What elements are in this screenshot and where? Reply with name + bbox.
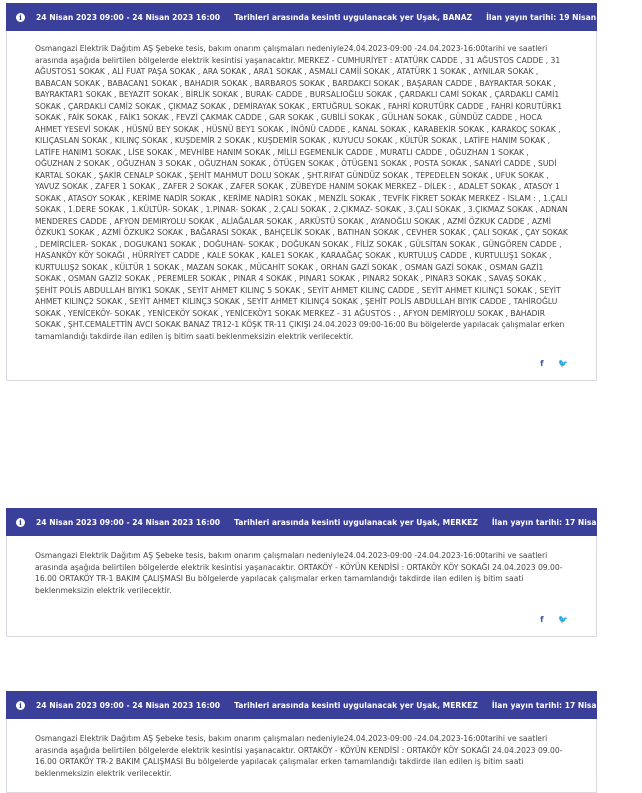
notice-body <box>6 31 597 381</box>
notice-text: Osmangazi Elektrik Dağıtım AŞ Şebeke tesis, bakım onarım çalışmaları nedeniyle24.04.2023-09:00 -24.04.2023-16:00tarihi ve saatleri arasında aşağıda belirtilen bölgelerde elektrik kesintisi yaşanacaktır. ORTAKÖY - KÖYÜN KENDİSİ : ORTAKÖY KÖY SOKAĞI 24.04.2023 09.00-16.00 ORTAKÖY TR-1 BAKIM ÇALIŞMASI Bu bölgelerde yapılacak çalışmalar erken tamamlandığı takdirde ilan edilen iş bitim saati beklenmeksizin elektrik verilecektir. <box>35 551 563 595</box>
facebook-share-icon[interactable]: f <box>540 615 544 624</box>
twitter-share-icon[interactable]: 🐦 <box>558 615 568 624</box>
share-links <box>35 358 568 370</box>
notice-header[interactable] <box>6 508 626 536</box>
info-icon: i <box>16 13 25 22</box>
share-links <box>35 614 568 626</box>
notice-dates: 24 Nisan 2023 09:00 - 24 Nisan 2023 16:00 <box>36 517 221 527</box>
notice-card <box>6 3 620 381</box>
notice-dates: 24 Nisan 2023 09:00 - 24 Nisan 2023 16:00 <box>36 12 221 22</box>
notice-location: Tarihleri arasında kesinti uygulanacak yer Uşak, MERKEZ <box>234 517 478 527</box>
notice-dates: 24 Nisan 2023 09:00 - 24 Nisan 2023 16:00 <box>36 700 221 710</box>
chevron-down-icon[interactable] <box>632 701 642 709</box>
notice-body <box>6 536 597 637</box>
info-icon: i <box>16 701 25 710</box>
notice-header[interactable] <box>6 691 626 719</box>
twitter-share-icon[interactable]: 🐦 <box>558 359 568 368</box>
notice-text: Osmangazi Elektrik Dağıtım AŞ Şebeke tesis, bakım onarım çalışmaları nedeniyle24.04.2023-09:00 -24.04.2023-16:00tarihi ve saatleri arasında aşağıda belirtilen bölgelerde elektrik kesintisi yaşanacaktır. MERKEZ - CUMHURİYET : ATATÜRK CADDE , 31 AĞUSTOS CADDE , 31 AĞUSTOS1 SOKAK , ALİ FUAT PAŞA SOKAK , ARA SOKAK , ARA1 SOKAK , ASMALI CAMİİ SOKAK , ATATÜRK 1 SOKAK , AYNILAR SOKAK , BABACAN SOKAK , BABACAN1 SOKAK , BAHADIR SOKAK , BARBAROS SOKAK , BARDAKCI SOKAK , BAŞARAN CADDE , BAYRAKTAR SOKAK , BAYRAKTAR1 SOKAK , BEYAZIT SOKAK , BİRLİK SOKAK , BURAK- CADDE , BURSALIOĞLU SOKAK , ÇARDAKLI CAMİ SOKAK , ÇARDAKLI CAMİ1 SOKAK , ÇARDAKLI CAMİ2 SOKAK , ÇIKMAZ SOKAK , DEMİRAYAK SOKAK , ERTUĞRUL SOKAK , FAHRİ KORUTÜRK CADDE , FAHRİ KORUTÜRK1 SOKAK , FAİK SOKAK , FAİK1 SOKAK , FEVZİ ÇAKMAK CADDE , GAR SOKAK , GUBİLİ SOKAK , GÜLHAN SOKAK , GÜNDÜZ CADDE , HOCA AHMET YESEVİ SOKAK , HÜSNÜ BEY SOKAK , HÜSNÜ BEY1 SOKAK , İNÖNÜ CADDE , KANAL SOKAK , KARABEKİR SOKAK , KARAKOÇ SOKAK , KILIÇASLAN SOKAK , KILINÇ SOKAK , KUŞDEMİR 2 SOKAK , KUŞDEMİR SOKAK , KUYUCU SOKAK , KÜLTÜR SOKAK , LATİFE HANIM SOKAK , LATİFE HANIM1 SOKAK , LİSE SOKAK , MEVHİBE HANIM SOKAK , MİLLİ EGEMENLİK CADDE , MURATLI CADDE , OĞUZHAN 1 SOKAK , OĞUZHAN 2 SOKAK , OĞUZHAN 3 SOKAK , OĞUZHAN SOKAK , ÖTÜGEN SOKAK , ÖTÜGEN1 SOKAK , POSTA SOKAK , SANAYİ CADDE , SUDİ KARTAL SOKAK , ŞAKİR CENALP SOKAK , ŞEHİT MAHMUT DOLU SOKAK , ŞHT.RIFAT GÜNDÜZ SOKAK , TEPEDELEN SOKAK , UFUK SOKAK , YAVUZ SOKAK , ZAFER 1 SOKAK , ZAFER 2 SOKAK , ZAFER SOKAK , ZÜBEYDE HANIM SOKAK MERKEZ - DİLEK : , ADALET SOKAK , ATASOY 1 SOKAK , ATASOY SOKAK , KERİME NADİR SOKAK , KERİME NADİR1 SOKAK , MENZİL SOKAK , TEVFİK FİKRET SOKAK MERKEZ - İSLAM : , 1.ÇALI SOKAK , 1.DERE SOKAK , 1.KÜLTÜR- SOKAK , 1.PINAR- SOKAK , 2.ÇALI SOKAK , 2.ÇIKMAZ- SOKAK , 3.ÇALI SOKAK , 3.ÇIKMAZ SOKAK , ADNAN MENDERES CADDE , AFYON DEMIRYOLU SOKAK , ALİAĞALAR SOKAK , ARKÜSTÜ SOKAK , AYANOĞLU SOKAK , AZMİ ÖZKUK CADDE , AZMİ ÖZKUK1 SOKAK , AZMİ ÖZKUK2 SOKAK , BAĞARASI SOKAK , BAHÇELİK SOKAK , BATIHAN SOKAK , CEVHER SOKAK , ÇALI SOKAK , ÇAY SOKAK , DEMİRCİLER- SOKAK , DOGUKAN1 SOKAK , DOĞUHAN- SOKAK , DOĞUKAN SOKAK , FİLİZ SOKAK , GÜLSİTAN SOKAK , GÜNGÖREN CADDE , HASANKÖY KÖY SOKAĞI , HÜRRİYET CADDE , KALE SOKAK , KALE1 SOKAK , KARAAĞAÇ SOKAK , KURTULUŞ CADDE , KURTULUŞ1 SOKAK , KURTULUŞ2 SOKAK , KÜLTÜR 1 SOKAK , MAZAN SOKAK , MÜCAHİT SOKAK , ORHAN GAZİ SOKAK , OSMAN GAZİ SOKAK , OSMAN GAZİ1 SOKAK , OSMAN GAZİ2 SOKAK , PEREMLER SOKAK , PINAR 4 SOKAK , PINAR1 SOKAK , PINAR2 SOKAK , PINAR3 SOKAK , SAVAŞ SOKAK , ŞEHİT POLİS ABDULLAH BIYIK1 SOKAK , SEYİT AHMET KILINÇ 5 SOKAK , SEYİT AHMET KILINÇ CADDE , SEYİT AHMET KILINÇ1 SOKAK , SEYİT AHMET KILINÇ2 SOKAK , SEYİT AHMET KILINÇ3 SOKAK , SEYİT AHMET KILINÇ4 SOKAK , ŞEHİT POLİS ABDULLAH BIYIK CADDE , TAHİROĞLU SOKAK , YENİCEKÖY- SOKAK , YENİCEKÖY SOKAK , YENİCEKÖY1 SOKAK MERKEZ - 31 AĞUSTOS : , AFYON DEMİRYOLU SOKAK , BAHADIR SOKAK , ŞHT.CEMALETTİN AVCI SOKAK BANAZ TR12-1 KÖŞK TR-11 ÇIKIŞI 24.04.2023 09:00-16:00 Bu bölgelerde yapılacak çalışmalar erken tamamlandığı takdirde ilan edilen iş bitim saati beklenmeksizin elektrik verilecektir. <box>35 44 568 341</box>
info-icon: i <box>16 518 25 527</box>
notice-body <box>6 719 597 793</box>
notice-card <box>6 508 626 637</box>
notice-published-date: İlan yayın tarihi: 17 Nisan 2023 <box>491 517 626 527</box>
notice-text: Osmangazi Elektrik Dağıtım AŞ Şebeke tesis, bakım onarım çalışmaları nedeniyle24.04.2023-09:00 -24.04.2023-16:00tarihi ve saatleri arasında aşağıda belirtilen bölgelerde elektrik kesintisi yaşanacaktır. ORTAKÖY - KÖYÜN KENDİSİ : ORTAKÖY KÖY SOKAĞI 24.04.2023 09.00-16.00 ORTAKÖY TR-2 BAKIM ÇALIŞMASI Bu bölgelerde yapılacak çalışmalar erken tamamlandığı takdirde ilan edilen iş bitim saati beklenmeksizin elektrik verilecektir. <box>35 734 563 778</box>
notice-card <box>6 691 626 793</box>
notice-published-date: İlan yayın tarihi: 17 Nisan 2023 <box>491 700 626 710</box>
chevron-down-icon[interactable] <box>632 518 642 526</box>
notice-header[interactable] <box>6 3 620 31</box>
notice-location: Tarihleri arasında kesinti uygulanacak yer Uşak, MERKEZ <box>234 700 478 710</box>
chevron-down-icon[interactable] <box>626 13 636 21</box>
notice-location: Tarihleri arasında kesinti uygulanacak yer Uşak, BANAZ <box>234 12 473 22</box>
facebook-share-icon[interactable]: f <box>540 359 544 368</box>
notice-published-date: İlan yayın tarihi: 19 Nisan 2023 <box>486 12 620 22</box>
